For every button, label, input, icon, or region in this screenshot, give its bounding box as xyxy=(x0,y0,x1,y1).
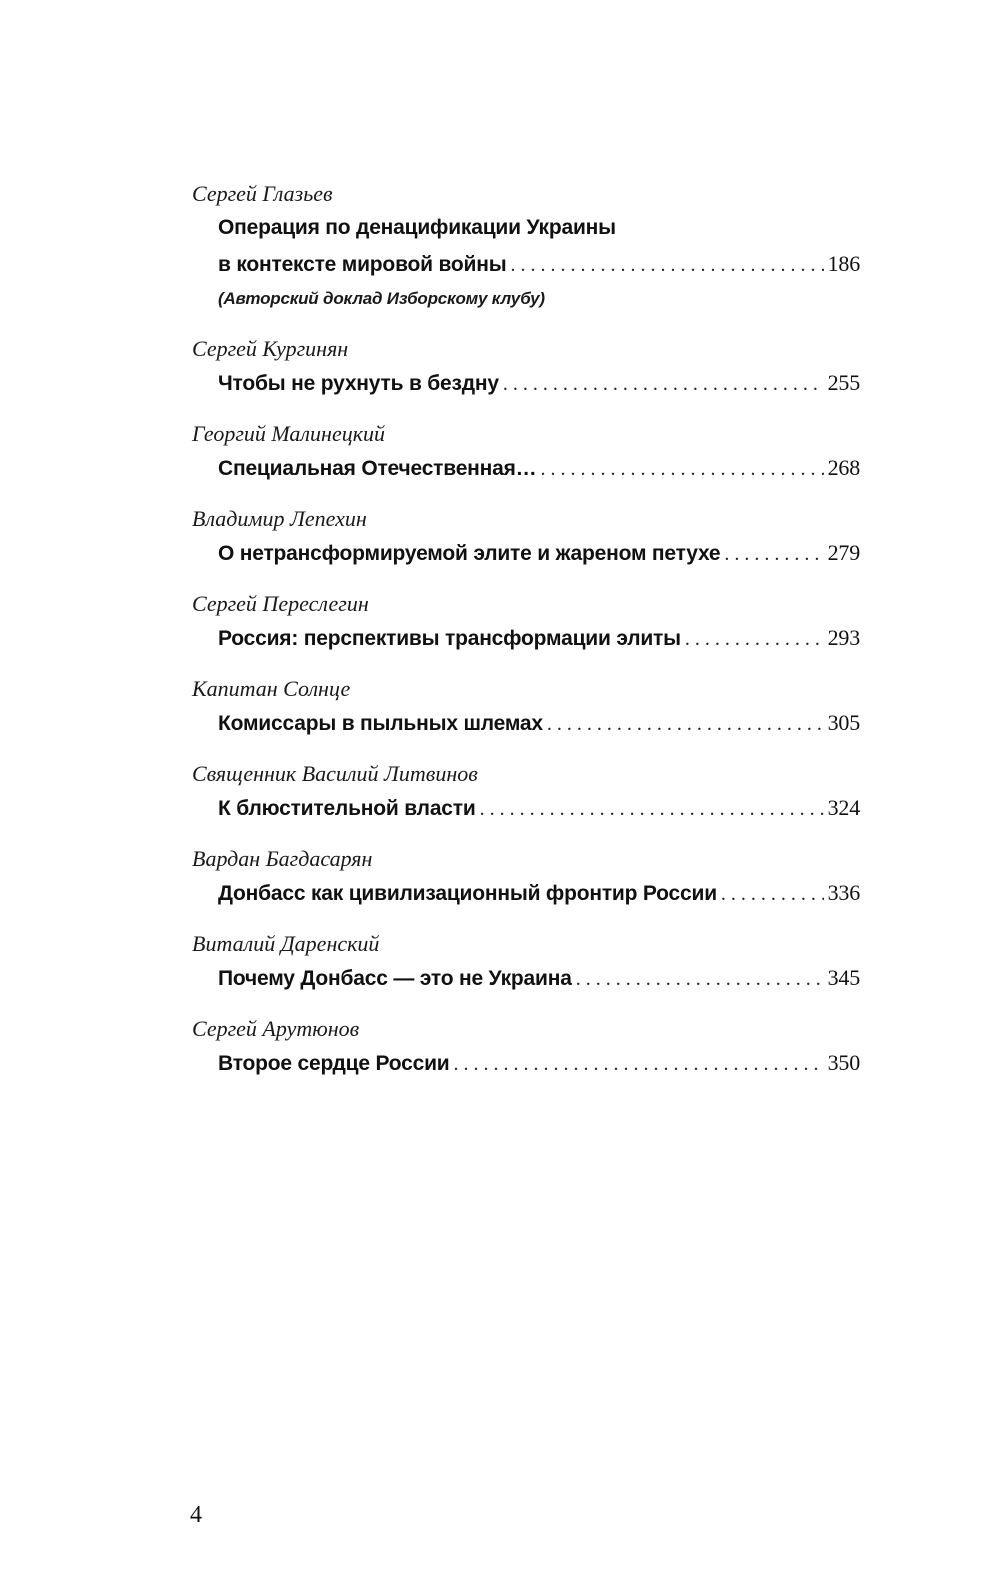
entry-title-line: Операция по денацификации Украины xyxy=(218,216,616,239)
entry-title-row xyxy=(218,450,860,486)
entry-title-row xyxy=(218,246,860,282)
entry-page-number: 293 xyxy=(827,625,860,650)
entry-title-row xyxy=(218,620,860,656)
page-number-folio: 4 xyxy=(190,1502,202,1528)
entry-title: К блюстительной власти xyxy=(218,797,476,820)
entry-title-block xyxy=(218,960,860,996)
entry-title-block xyxy=(218,705,860,741)
dot-leader xyxy=(547,706,824,742)
entry-title: в контексте мировой войны xyxy=(218,253,507,276)
entry-title-row xyxy=(218,875,860,911)
entry-title: Комиссары в пыльных шлемах xyxy=(218,712,543,735)
toc-entry xyxy=(192,843,860,911)
entry-page-number: 279 xyxy=(827,540,860,565)
toc-entry xyxy=(192,418,860,486)
entry-note: (Авторский доклад Изборскому клубу) xyxy=(218,289,545,308)
entry-author: Сергей Арутюнов xyxy=(192,1016,360,1041)
toc-entry xyxy=(192,758,860,826)
dot-leader xyxy=(510,247,823,283)
entry-title-block xyxy=(218,450,860,486)
entry-title: Донбасс как цивилизационный фронтир России xyxy=(218,882,717,905)
toc-entry xyxy=(192,928,860,996)
toc-entry xyxy=(192,1013,860,1081)
entry-title-block xyxy=(218,365,860,401)
entry-title: Чтобы не рухнуть в бездну xyxy=(218,372,499,395)
entry-title-row xyxy=(218,535,860,571)
toc-entry xyxy=(192,503,860,571)
toc-entry xyxy=(192,588,860,656)
entry-title: Второе сердце России xyxy=(218,1052,450,1075)
entry-title-row xyxy=(218,790,860,826)
toc-entry xyxy=(192,178,860,316)
entry-author: Священник Василий Литвинов xyxy=(192,761,478,786)
entry-title-block xyxy=(218,1045,860,1081)
dot-leader xyxy=(724,536,823,572)
toc-entry xyxy=(192,333,860,401)
entry-title: Специальная Отечественная… xyxy=(218,457,537,480)
entry-author: Виталий Даренский xyxy=(192,931,380,956)
entry-author: Георгий Малинецкий xyxy=(192,421,385,446)
entry-page-number: 305 xyxy=(827,710,860,735)
entry-author: Капитан Солнце xyxy=(192,676,351,701)
dot-leader xyxy=(454,1046,824,1082)
entry-title-row xyxy=(218,1045,860,1081)
entry-author: Владимир Лепехин xyxy=(192,506,367,531)
entry-title-row xyxy=(218,705,860,741)
entry-title-block xyxy=(218,535,860,571)
dot-leader xyxy=(721,876,824,912)
entry-title: Россия: перспективы трансформации элиты xyxy=(218,627,681,650)
entry-page-number: 345 xyxy=(827,965,860,990)
entry-page-number: 324 xyxy=(827,795,860,820)
entry-page-number: 255 xyxy=(827,370,860,395)
table-of-contents xyxy=(192,178,860,1081)
toc-entry xyxy=(192,673,860,741)
entry-title-row xyxy=(218,960,860,996)
entry-author: Сергей Переслегин xyxy=(192,591,369,616)
entry-title-block xyxy=(218,875,860,911)
dot-leader xyxy=(503,366,824,402)
dot-leader xyxy=(540,451,823,487)
entry-title: Почему Донбасс — это не Украина xyxy=(218,967,572,990)
entry-page-number: 186 xyxy=(827,251,860,276)
entry-page-number: 268 xyxy=(827,455,860,480)
entry-author: Сергей Кургинян xyxy=(192,336,349,361)
entry-title-row xyxy=(218,365,860,401)
dot-leader xyxy=(685,621,824,657)
entry-title-block xyxy=(218,210,860,316)
entry-page-number: 336 xyxy=(827,880,860,905)
entry-author: Сергей Глазьев xyxy=(192,181,333,206)
dot-leader xyxy=(576,961,824,997)
entry-author: Вардан Багдасарян xyxy=(192,846,373,871)
entry-title-block xyxy=(218,790,860,826)
entry-title: О нетрансформируемой элите и жареном петухе xyxy=(218,542,721,565)
dot-leader xyxy=(480,791,824,827)
entry-page-number: 350 xyxy=(827,1050,860,1075)
entry-title-block xyxy=(218,620,860,656)
